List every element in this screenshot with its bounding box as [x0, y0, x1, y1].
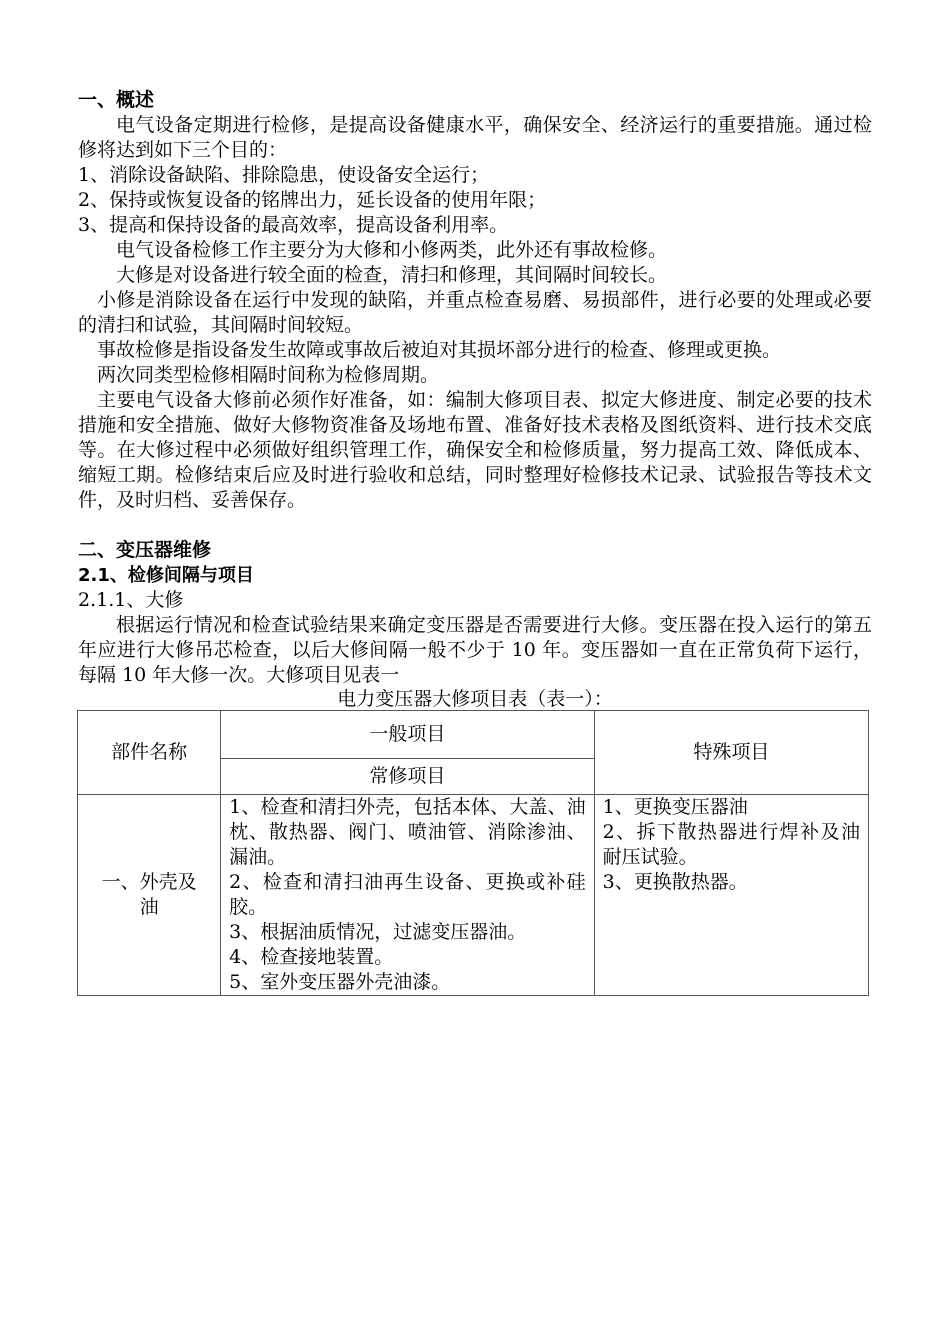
row-part-name: 一、外壳及油: [78, 795, 221, 996]
list-item: 3、提高和保持设备的最高效率，提高设备利用率。: [78, 214, 509, 236]
row-regular-items: [221, 795, 594, 996]
paragraph: 根据运行情况和检查试验结果来确定变压器是否需要进行大修。变压器在投入运行的第五年应进行大修吊芯检查，以后大修间隔一般不少于 10 年。变压器如一直在正常负荷下运行，每隔 10 年大修一次。大修项目见表一: [78, 614, 872, 686]
table-row: [78, 795, 869, 996]
list-item: 3、根据油质情况，过滤变压器油。: [229, 921, 527, 943]
row-special-items: [594, 795, 868, 996]
paragraph: 小修是消除设备在运行中发现的缺陷，并重点检查易磨、易损部件，进行必要的处理或必要的清扫和试验，其间隔时间较短。: [78, 289, 872, 336]
table-caption: 电力变压器大修项目表（表一）：: [337, 688, 613, 710]
paragraph: 事故检修是指设备发生故障或事故后被迫对其损坏部分进行的检查、修理或更换。: [97, 339, 782, 361]
list-item: 2、检查和清扫油再生设备、更换或补硅胶。: [229, 871, 586, 918]
list-item: 1、更换变压器油: [602, 796, 748, 818]
header-special: 特殊项目: [594, 711, 868, 795]
list-item: 2、保持或恢复设备的铭牌出力，延长设备的使用年限；: [78, 189, 547, 211]
paragraph: 两次同类型检修相隔时间称为检修周期。: [97, 364, 440, 386]
header-regular: 常修项目: [221, 759, 594, 795]
header-part-name: 部件名称: [78, 711, 221, 795]
document-page: [78, 88, 872, 996]
subsubsection-title: 2.1.1、大修: [78, 589, 184, 611]
list-item: 1、检查和清扫外壳，包括本体、大盖、油枕、散热器、阀门、喷油管、消除渗油、漏油。: [229, 796, 586, 868]
header-general: 一般项目: [221, 711, 594, 759]
paragraph: 大修是对设备进行较全面的检查，清扫和修理，其间隔时间较长。: [116, 264, 668, 286]
subsection-title: 2.1、检修间隔与项目: [78, 565, 254, 586]
section-2-title: 二、变压器维修: [78, 539, 212, 561]
list-item: 5、室外变压器外壳油漆。: [229, 971, 451, 993]
list-item: 2、拆下散热器进行焊补及油耐压试验。: [602, 821, 860, 868]
paragraph: 主要电气设备大修前必须作好准备，如：编制大修项目表、拟定大修进度、制定必要的技术措施和安全措施、做好大修物资准备及场地布置、准备好技术表格及图纸资料、进行技术交底等。在大修过程中必须做好组织管理工作，确保安全和检修质量，努力提高工效、降低成本、缩短工期。检修结束后应及时进行验收和总结，同时整理好检修技术记录、试验报告等技术文件，及时归档、妥善保存。: [78, 389, 872, 511]
maintenance-table: [77, 710, 869, 996]
list-item: 4、检查接地装置。: [229, 946, 394, 968]
paragraph: 电气设备检修工作主要分为大修和小修两类，此外还有事故检修。: [116, 239, 668, 261]
section-1-title: 一、概述: [78, 89, 155, 111]
list-item: 3、更换散热器。: [602, 871, 748, 893]
list-item: 1、消除设备缺陷、排除隐患，使设备安全运行；: [78, 164, 490, 186]
paragraph: 电气设备定期进行检修，是提高设备健康水平，确保安全、经济运行的重要措施。通过检修将达到如下三个目的：: [78, 114, 872, 161]
